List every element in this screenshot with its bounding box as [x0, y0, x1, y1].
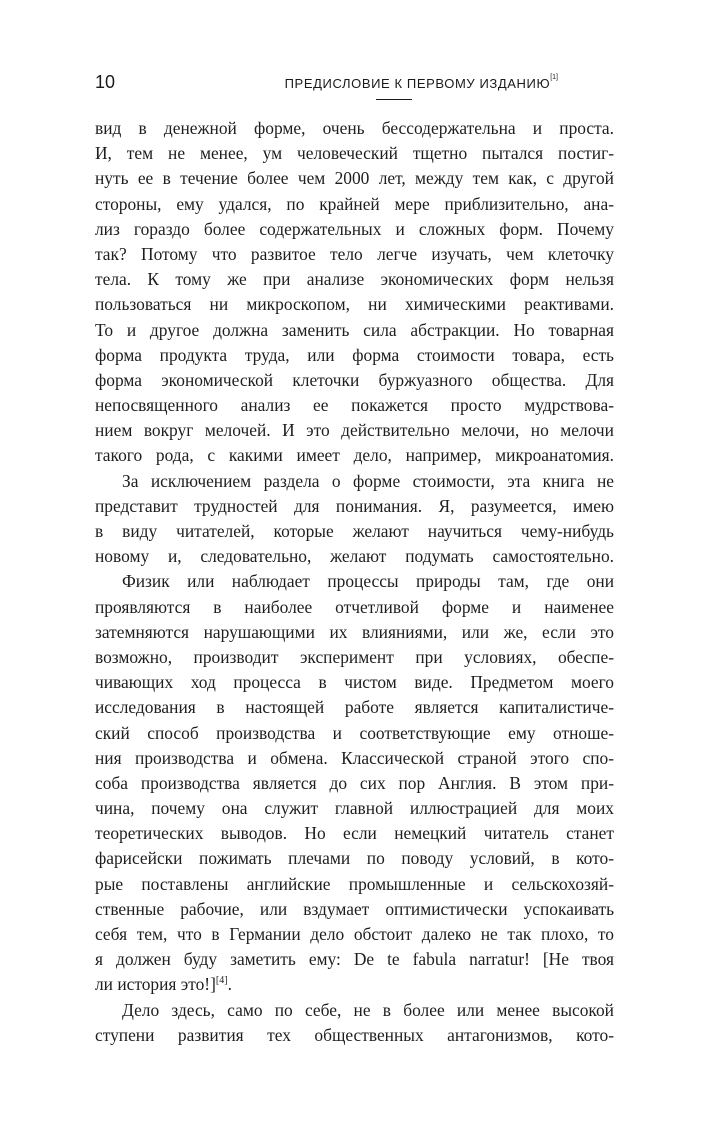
text-line: в виду читателей, которые желают научиться чему-нибудь	[95, 521, 614, 541]
text-line: фарисейски пожимать плечами по поводу условий, в кото-	[95, 848, 614, 869]
text-line: новому и, следовательно, желают подумать самостоятельно.	[95, 546, 614, 567]
text-line: И, тем не менее, ум человеческий тщетно пытался постиг-	[95, 143, 614, 164]
text-line: лиз гораздо более содержательных и сложных форм. Почему	[95, 218, 614, 239]
text-line: вид в денежной форме, очень бессодержательна и проста.	[95, 118, 614, 138]
running-title	[285, 76, 558, 91]
text-line: себя тем, что в Германии дело обстоит далеко не так плохо, то	[95, 924, 614, 944]
text-line: чивающих ход процесса в чистом виде. Предметом моего	[95, 672, 614, 693]
footnote-marker: [4]	[215, 975, 228, 987]
text-line: представит трудностей для понимания. Я, разумеется, имею	[95, 495, 614, 516]
text-line: я должен буду заметить ему: De te fabula narratur! [Не твоя	[95, 949, 614, 970]
running-title-text: ПРЕДИСЛОВИЕ К ПЕРВОМУ ИЗДАНИЮ	[284, 76, 551, 91]
page-number: 10	[95, 72, 116, 92]
text-line: нуть ее в течение более чем 2000 лет, между тем как, с другой	[95, 168, 614, 189]
body-text	[95, 116, 614, 1048]
text-line: исследования в настоящей работе является капиталистиче-	[95, 697, 614, 718]
running-title-note: [1]	[550, 74, 558, 81]
text-line: пользоваться ни микроскопом, ни химическими реактивами.	[95, 294, 614, 315]
page-header	[95, 70, 614, 110]
text-line: так? Потому что развитое тело легче изучать, чем клеточку	[95, 243, 614, 264]
text-line: чина, почему она служит главной иллюстрацией для моих	[95, 798, 614, 819]
text-line: непосвященного анализ ее покажется просто мудрствова-	[95, 395, 614, 416]
text-line: форма продукта труда, или форма стоимости товара, есть	[95, 344, 614, 365]
text-line	[95, 972, 614, 997]
text-line: рые поставлены английские промышленные и сельскохозяй-	[95, 873, 614, 894]
text-line-content: ли история это!]	[95, 974, 216, 995]
text-line: тела. К тому же при анализе экономических форм нельзя	[95, 269, 614, 290]
text-line: форма экономической клеточки буржуазного общества. Для	[95, 369, 614, 390]
text-line: ственные рабочие, или вздумает оптимистически успокаивать	[95, 898, 614, 919]
text-line: теоретических выводов. Но если немецкий читатель станет	[95, 823, 614, 844]
text-line: Дело здесь, само по себе, не в более или менее высокой	[122, 999, 614, 1020]
text-line: возможно, производит эксперимент при условиях, обеспе-	[95, 646, 614, 667]
text-line: То и другое должна заменить сила абстракции. Но товарная	[95, 319, 614, 340]
text-line: стороны, ему удался, по крайней мере приблизительно, ана-	[95, 193, 614, 214]
line-end-period: .	[227, 974, 232, 995]
text-line: соба производства является до сих пор Англия. В этом при-	[95, 772, 614, 793]
text-line: ния производства и обмена. Классической страной этого спо-	[95, 747, 614, 768]
text-line: такого рода, с какими имеет дело, например, микроанатомия.	[95, 445, 614, 466]
text-line: За исключением раздела о форме стоимости, эта книга не	[122, 470, 614, 491]
text-line: проявляются в наиболее отчетливой форме и наименее	[95, 596, 614, 617]
text-line: ский способ производства и соответствующие ему отноше-	[95, 722, 614, 743]
text-line: Физик или наблюдает процессы природы там, где они	[122, 571, 614, 592]
text-line: нием вокруг мелочей. И это действительно мелочи, но мелочи	[95, 420, 614, 441]
text-line: ступени развития тех общественных антагонизмов, кото-	[95, 1024, 614, 1045]
text-line: затемняются нарушающими их влияниями, или же, если это	[95, 621, 614, 642]
header-rule	[376, 99, 412, 100]
